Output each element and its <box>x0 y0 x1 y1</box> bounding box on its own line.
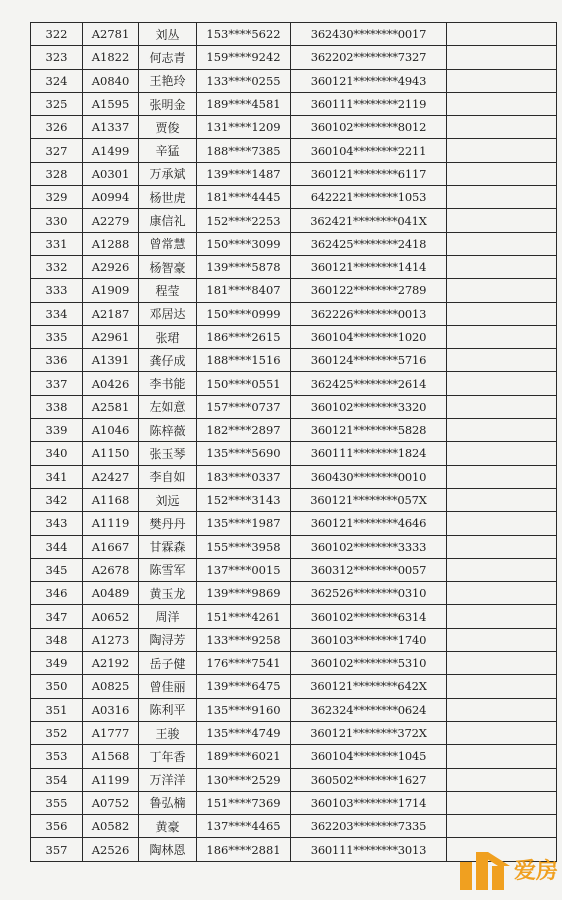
id-number: 360430********0010 <box>291 465 447 488</box>
id-number: 362203********7335 <box>291 815 447 838</box>
registration-code: A1909 <box>83 279 139 302</box>
registration-code: A1595 <box>83 92 139 115</box>
blank-cell <box>447 535 557 558</box>
id-number: 360104********2211 <box>291 139 447 162</box>
id-number: 360102********6314 <box>291 605 447 628</box>
phone-number: 152****2253 <box>197 209 291 232</box>
id-number: 360103********1714 <box>291 791 447 814</box>
blank-cell <box>447 139 557 162</box>
row-number: 333 <box>31 279 83 302</box>
registration-code: A2926 <box>83 255 139 278</box>
phone-number: 151****7369 <box>197 791 291 814</box>
row-number: 322 <box>31 23 83 46</box>
row-number: 338 <box>31 395 83 418</box>
phone-number: 186****2615 <box>197 325 291 348</box>
phone-number: 183****0337 <box>197 465 291 488</box>
id-number: 360124********5716 <box>291 349 447 372</box>
applicant-name: 陶浔芳 <box>139 628 197 651</box>
registration-code: A0825 <box>83 675 139 698</box>
applicant-name: 刘远 <box>139 488 197 511</box>
table-row <box>31 605 557 628</box>
applicant-name: 张明金 <box>139 92 197 115</box>
row-number: 325 <box>31 92 83 115</box>
blank-cell <box>447 721 557 744</box>
blank-cell <box>447 698 557 721</box>
row-number: 340 <box>31 442 83 465</box>
applicant-name: 康信礼 <box>139 209 197 232</box>
applicant-name: 周洋 <box>139 605 197 628</box>
table-row <box>31 675 557 698</box>
table-row <box>31 69 557 92</box>
id-number: 360111********3013 <box>291 838 447 861</box>
phone-number: 189****6021 <box>197 745 291 768</box>
registration-code: A1288 <box>83 232 139 255</box>
applicant-name: 曾常慧 <box>139 232 197 255</box>
table-row <box>31 582 557 605</box>
id-number: 360121********6117 <box>291 162 447 185</box>
phone-number: 131****1209 <box>197 116 291 139</box>
phone-number: 139****9869 <box>197 582 291 605</box>
applicant-name: 甘霖森 <box>139 535 197 558</box>
blank-cell <box>447 209 557 232</box>
row-number: 328 <box>31 162 83 185</box>
row-number: 349 <box>31 652 83 675</box>
blank-cell <box>447 768 557 791</box>
table-row <box>31 791 557 814</box>
blank-cell <box>447 23 557 46</box>
table-row <box>31 162 557 185</box>
registration-code: A1337 <box>83 116 139 139</box>
applicant-name: 黄豪 <box>139 815 197 838</box>
id-number: 360121********642X <box>291 675 447 698</box>
table-body <box>31 23 557 862</box>
applicant-name: 王骏 <box>139 721 197 744</box>
phone-number: 189****4581 <box>197 92 291 115</box>
id-number: 642221********1053 <box>291 186 447 209</box>
id-number: 360102********5310 <box>291 652 447 675</box>
table-row <box>31 186 557 209</box>
blank-cell <box>447 442 557 465</box>
registration-code: A0489 <box>83 582 139 605</box>
row-number: 355 <box>31 791 83 814</box>
id-number: 360121********4943 <box>291 69 447 92</box>
house-logo-icon <box>458 844 512 894</box>
id-number: 360102********3333 <box>291 535 447 558</box>
registration-code: A1499 <box>83 139 139 162</box>
blank-cell <box>447 745 557 768</box>
applicant-name: 陈利平 <box>139 698 197 721</box>
blank-cell <box>447 92 557 115</box>
phone-number: 135****4749 <box>197 721 291 744</box>
registration-code: A0840 <box>83 69 139 92</box>
blank-cell <box>447 558 557 581</box>
registration-code: A1822 <box>83 46 139 69</box>
registration-code: A1273 <box>83 628 139 651</box>
applicant-name: 李书能 <box>139 372 197 395</box>
id-number: 360122********2789 <box>291 279 447 302</box>
table-row <box>31 209 557 232</box>
applicant-name: 王艳玲 <box>139 69 197 92</box>
row-number: 353 <box>31 745 83 768</box>
id-number: 360104********1045 <box>291 745 447 768</box>
id-number: 362425********2614 <box>291 372 447 395</box>
table-row <box>31 698 557 721</box>
table-row <box>31 419 557 442</box>
blank-cell <box>447 488 557 511</box>
row-number: 327 <box>31 139 83 162</box>
table-row <box>31 512 557 535</box>
phone-number: 139****6475 <box>197 675 291 698</box>
phone-number: 151****4261 <box>197 605 291 628</box>
blank-cell <box>447 791 557 814</box>
registration-code: A2678 <box>83 558 139 581</box>
watermark <box>458 844 558 894</box>
blank-cell <box>447 582 557 605</box>
row-number: 357 <box>31 838 83 861</box>
applicant-name: 万承斌 <box>139 162 197 185</box>
blank-cell <box>447 162 557 185</box>
row-number: 351 <box>31 698 83 721</box>
applicant-name: 岳子健 <box>139 652 197 675</box>
id-number: 360111********1824 <box>291 442 447 465</box>
row-number: 326 <box>31 116 83 139</box>
registration-code: A2581 <box>83 395 139 418</box>
applicant-name: 杨智豪 <box>139 255 197 278</box>
applicant-name: 陶林恩 <box>139 838 197 861</box>
table-row <box>31 745 557 768</box>
applicant-name: 李自如 <box>139 465 197 488</box>
row-number: 336 <box>31 349 83 372</box>
blank-cell <box>447 232 557 255</box>
table-row <box>31 652 557 675</box>
registration-code: A2187 <box>83 302 139 325</box>
phone-number: 139****1487 <box>197 162 291 185</box>
registration-code: A1667 <box>83 535 139 558</box>
document-sheet <box>30 22 556 884</box>
table-row <box>31 255 557 278</box>
table-row <box>31 465 557 488</box>
registration-code: A2427 <box>83 465 139 488</box>
id-number: 362226********0013 <box>291 302 447 325</box>
applicant-name: 程莹 <box>139 279 197 302</box>
table-row <box>31 372 557 395</box>
registration-code: A0301 <box>83 162 139 185</box>
blank-cell <box>447 186 557 209</box>
blank-cell <box>447 675 557 698</box>
id-number: 360121********4646 <box>291 512 447 535</box>
blank-cell <box>447 628 557 651</box>
id-number: 360121********372X <box>291 721 447 744</box>
applicant-name: 龚仔成 <box>139 349 197 372</box>
phone-number: 181****8407 <box>197 279 291 302</box>
table-row <box>31 535 557 558</box>
phone-number: 188****7385 <box>197 139 291 162</box>
row-number: 348 <box>31 628 83 651</box>
registration-code: A0994 <box>83 186 139 209</box>
blank-cell <box>447 512 557 535</box>
phone-number: 135****9160 <box>197 698 291 721</box>
id-number: 362421********041X <box>291 209 447 232</box>
registration-code: A1046 <box>83 419 139 442</box>
applicant-name: 陈雪军 <box>139 558 197 581</box>
phone-number: 139****5878 <box>197 255 291 278</box>
table-row <box>31 721 557 744</box>
applicant-name: 曾佳丽 <box>139 675 197 698</box>
table-row <box>31 139 557 162</box>
table-row <box>31 92 557 115</box>
row-number: 330 <box>31 209 83 232</box>
id-number: 360102********3320 <box>291 395 447 418</box>
blank-cell <box>447 349 557 372</box>
blank-cell <box>447 652 557 675</box>
blank-cell <box>447 325 557 348</box>
table-row <box>31 558 557 581</box>
applicant-name: 张珺 <box>139 325 197 348</box>
id-number: 360104********1020 <box>291 325 447 348</box>
phone-number: 155****3958 <box>197 535 291 558</box>
registration-code: A0752 <box>83 791 139 814</box>
table-row <box>31 46 557 69</box>
applicant-name: 黄玉龙 <box>139 582 197 605</box>
table-row <box>31 628 557 651</box>
applicant-name: 刘丛 <box>139 23 197 46</box>
row-number: 345 <box>31 558 83 581</box>
registration-table <box>30 22 557 862</box>
phone-number: 152****3143 <box>197 488 291 511</box>
phone-number: 150****0551 <box>197 372 291 395</box>
blank-cell <box>447 419 557 442</box>
blank-cell <box>447 255 557 278</box>
table-row <box>31 116 557 139</box>
row-number: 337 <box>31 372 83 395</box>
applicant-name: 何志青 <box>139 46 197 69</box>
blank-cell <box>447 46 557 69</box>
id-number: 362425********2418 <box>291 232 447 255</box>
watermark-text: 爱房 <box>513 858 558 884</box>
table-row <box>31 395 557 418</box>
phone-number: 133****9258 <box>197 628 291 651</box>
id-number: 362526********0310 <box>291 582 447 605</box>
applicant-name: 贾俊 <box>139 116 197 139</box>
row-number: 344 <box>31 535 83 558</box>
registration-code: A1150 <box>83 442 139 465</box>
phone-number: 130****2529 <box>197 768 291 791</box>
phone-number: 159****9242 <box>197 46 291 69</box>
table-row <box>31 302 557 325</box>
row-number: 347 <box>31 605 83 628</box>
applicant-name: 辛猛 <box>139 139 197 162</box>
applicant-name: 丁年香 <box>139 745 197 768</box>
id-number: 362202********7327 <box>291 46 447 69</box>
phone-number: 133****0255 <box>197 69 291 92</box>
registration-code: A1777 <box>83 721 139 744</box>
applicant-name: 邓居达 <box>139 302 197 325</box>
table-row <box>31 815 557 838</box>
registration-code: A0316 <box>83 698 139 721</box>
row-number: 329 <box>31 186 83 209</box>
blank-cell <box>447 302 557 325</box>
applicant-name: 樊丹丹 <box>139 512 197 535</box>
table-row <box>31 488 557 511</box>
table-row <box>31 442 557 465</box>
registration-code: A1119 <box>83 512 139 535</box>
registration-code: A2192 <box>83 652 139 675</box>
phone-number: 135****1987 <box>197 512 291 535</box>
id-number: 360121********057X <box>291 488 447 511</box>
applicant-name: 杨世虎 <box>139 186 197 209</box>
table-row <box>31 232 557 255</box>
table-row <box>31 23 557 46</box>
phone-number: 150****0999 <box>197 302 291 325</box>
registration-code: A2781 <box>83 23 139 46</box>
row-number: 354 <box>31 768 83 791</box>
registration-code: A2961 <box>83 325 139 348</box>
row-number: 323 <box>31 46 83 69</box>
id-number: 360502********1627 <box>291 768 447 791</box>
phone-number: 186****2881 <box>197 838 291 861</box>
registration-code: A0652 <box>83 605 139 628</box>
blank-cell <box>447 815 557 838</box>
table-row <box>31 349 557 372</box>
table-row <box>31 279 557 302</box>
applicant-name: 左如意 <box>139 395 197 418</box>
row-number: 346 <box>31 582 83 605</box>
row-number: 335 <box>31 325 83 348</box>
registration-code: A1391 <box>83 349 139 372</box>
applicant-name: 鲁弘楠 <box>139 791 197 814</box>
phone-number: 153****5622 <box>197 23 291 46</box>
phone-number: 137****4465 <box>197 815 291 838</box>
id-number: 360111********2119 <box>291 92 447 115</box>
phone-number: 135****5690 <box>197 442 291 465</box>
phone-number: 137****0015 <box>197 558 291 581</box>
phone-number: 181****4445 <box>197 186 291 209</box>
row-number: 342 <box>31 488 83 511</box>
registration-code: A2526 <box>83 838 139 861</box>
row-number: 332 <box>31 255 83 278</box>
row-number: 350 <box>31 675 83 698</box>
row-number: 343 <box>31 512 83 535</box>
applicant-name: 张玉琴 <box>139 442 197 465</box>
id-number: 360121********5828 <box>291 419 447 442</box>
phone-number: 176****7541 <box>197 652 291 675</box>
phone-number: 182****2897 <box>197 419 291 442</box>
phone-number: 157****0737 <box>197 395 291 418</box>
id-number: 362430********0017 <box>291 23 447 46</box>
id-number: 362324********0624 <box>291 698 447 721</box>
phone-number: 150****3099 <box>197 232 291 255</box>
blank-cell <box>447 69 557 92</box>
registration-code: A1568 <box>83 745 139 768</box>
registration-code: A1168 <box>83 488 139 511</box>
row-number: 339 <box>31 419 83 442</box>
blank-cell <box>447 605 557 628</box>
row-number: 331 <box>31 232 83 255</box>
id-number: 360121********1414 <box>291 255 447 278</box>
row-number: 334 <box>31 302 83 325</box>
row-number: 324 <box>31 69 83 92</box>
blank-cell <box>447 395 557 418</box>
row-number: 352 <box>31 721 83 744</box>
registration-code: A2279 <box>83 209 139 232</box>
phone-number: 188****1516 <box>197 349 291 372</box>
registration-code: A0582 <box>83 815 139 838</box>
applicant-name: 陈梓薇 <box>139 419 197 442</box>
blank-cell <box>447 465 557 488</box>
row-number: 341 <box>31 465 83 488</box>
table-row <box>31 768 557 791</box>
id-number: 360103********1740 <box>291 628 447 651</box>
id-number: 360312********0057 <box>291 558 447 581</box>
id-number: 360102********8012 <box>291 116 447 139</box>
blank-cell <box>447 279 557 302</box>
registration-code: A1199 <box>83 768 139 791</box>
blank-cell <box>447 372 557 395</box>
registration-code: A0426 <box>83 372 139 395</box>
table-row <box>31 325 557 348</box>
applicant-name: 万洋洋 <box>139 768 197 791</box>
blank-cell <box>447 116 557 139</box>
row-number: 356 <box>31 815 83 838</box>
